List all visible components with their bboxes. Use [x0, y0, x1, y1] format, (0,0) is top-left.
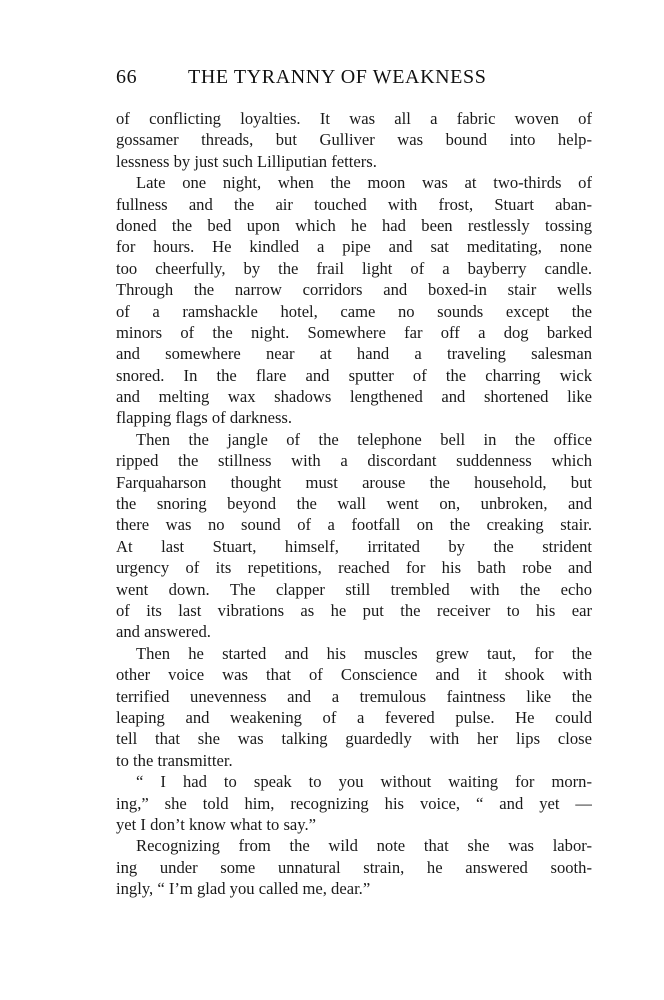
text-line: lessness by just such Lilliputian fetters. [116, 151, 377, 171]
text-line: too cheerfully, by the frail light of a bayberry candle. [116, 258, 592, 278]
text-line: Recognizing from the wild note that she was labor- [136, 836, 592, 856]
body-text [116, 108, 592, 899]
text-line: urgency of its repetitions, reached for his bath robe and [116, 558, 592, 578]
text-line: and answered. [116, 622, 211, 642]
text-line: ingly, “ I’m glad you called me, dear.” [116, 879, 371, 899]
text-line: doned the bed upon which he had been restlessly tossing [116, 215, 592, 235]
text-line: to the transmitter. [116, 750, 233, 770]
text-line: gossamer threads, but Gulliver was bound into help- [116, 130, 592, 150]
text-line: Then he started and his muscles grew taut, for the [136, 643, 592, 663]
text-line: “ I had to speak to you without waiting for morn- [136, 772, 592, 792]
text-line: ripped the stillness with a discordant suddenness which [116, 451, 592, 471]
text-line: ing under some unnatural strain, he answered sooth- [116, 857, 592, 877]
text-line: other voice was that of Conscience and it shook with [116, 665, 592, 685]
text-line: Then the jangle of the telephone bell in the office [136, 429, 592, 449]
page-header [116, 66, 592, 94]
text-line: Farquaharson thought must arouse the household, but [116, 472, 592, 492]
text-line: of conflicting loyalties. It was all a fabric woven of [116, 109, 592, 128]
text-line: of its last vibrations as he put the receiver to his ear [116, 600, 592, 620]
text-line: Late one night, when the moon was at two-thirds of [136, 173, 592, 193]
text-line: snored. In the flare and sputter of the charring wick [116, 365, 592, 385]
text-line: tell that she was talking guardedly with her lips close [116, 729, 592, 749]
text-line: minors of the night. Somewhere far off a dog barked [116, 322, 592, 342]
text-line: the snoring beyond the wall went on, unbroken, and [116, 494, 592, 514]
text-line: of a ramshackle hotel, came no sounds except the [116, 301, 592, 321]
text-line: went down. The clapper still trembled with the echo [116, 579, 592, 599]
page-number: 66 [116, 66, 138, 88]
text-line: At last Stuart, himself, irritated by the strident [116, 536, 592, 556]
text-line: fullness and the air touched with frost, Stuart aban- [116, 194, 592, 214]
text-line: terrified unevenness and a tremulous faintness like the [116, 686, 592, 706]
text-line: for hours. He kindled a pipe and sat meditating, none [116, 237, 592, 257]
text-line: and melting wax shadows lengthened and shortened like [116, 387, 592, 407]
text-line: ing,” she told him, recognizing his voice, “ and yet — [116, 793, 592, 813]
text-line: and somewhere near at hand a traveling salesman [116, 344, 592, 364]
text-line: leaping and weakening of a fevered pulse. He could [116, 707, 592, 727]
running-title: THE TYRANNY OF WEAKNESS [188, 66, 487, 88]
book-page [116, 66, 592, 899]
text-line: Through the narrow corridors and boxed-in stair wells [116, 280, 592, 300]
text-line: yet I don’t know what to say.” [116, 814, 317, 834]
text-line: there was no sound of a footfall on the creaking stair. [116, 515, 592, 535]
text-line: flapping flags of darkness. [116, 408, 293, 428]
